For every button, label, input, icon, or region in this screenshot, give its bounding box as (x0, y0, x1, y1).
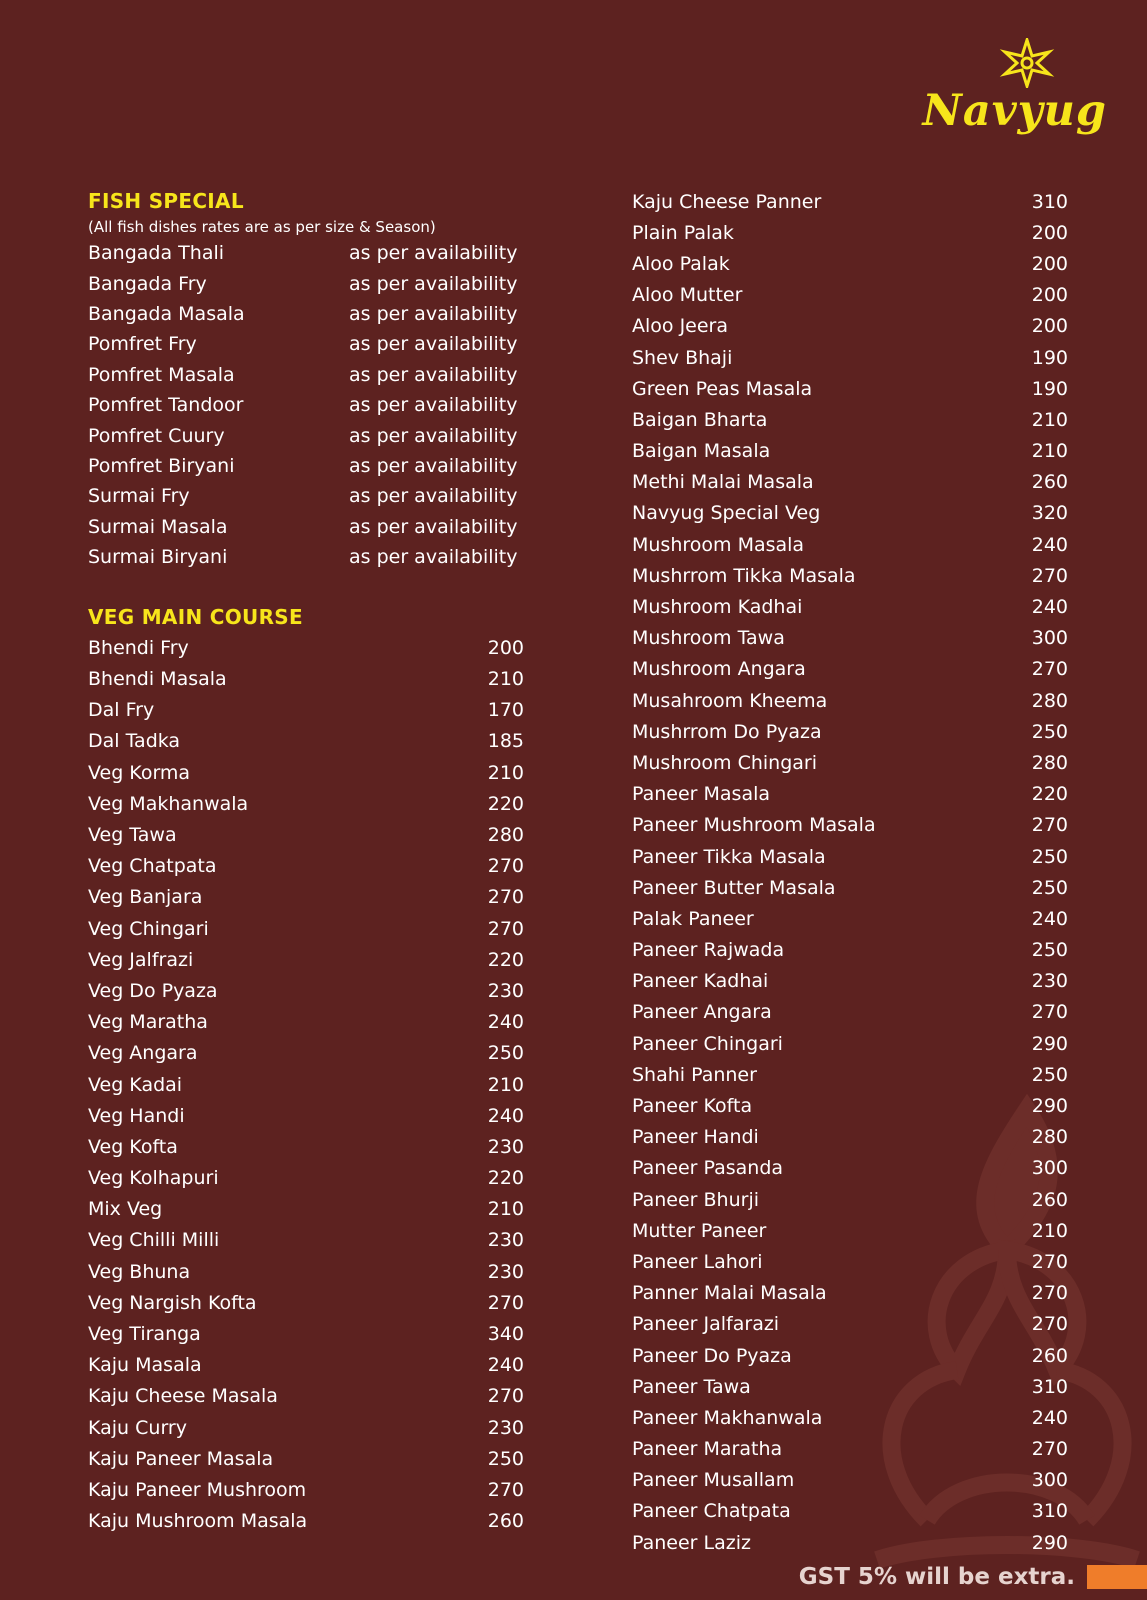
item-name: Pomfret Masala (88, 363, 235, 386)
item-name: Paneer Maratha (632, 1438, 783, 1461)
item-price: 250 (1031, 939, 1068, 962)
item-price: 170 (487, 699, 524, 722)
list-item (88, 1318, 524, 1349)
item-price: 210 (487, 1198, 524, 1221)
item-name: Paneer Mushroom Masala (632, 814, 876, 837)
item-name: Paneer Jalfarazi (632, 1313, 780, 1336)
list-item (88, 882, 524, 913)
item-price: 230 (487, 1135, 524, 1158)
item-price: 270 (487, 1385, 524, 1408)
item-name: Bhendi Fry (88, 636, 189, 659)
item-price: as per availability (349, 454, 518, 477)
list-item (88, 1256, 524, 1287)
item-price: 270 (487, 1478, 524, 1501)
item-price: 230 (487, 1416, 524, 1439)
list-item (88, 819, 524, 850)
item-name: Pomfret Biryani (88, 454, 235, 477)
item-name: Veg Chatpata (88, 855, 217, 878)
item-name: Aloo Palak (632, 252, 730, 275)
item-price: 220 (487, 948, 524, 971)
item-price: 230 (1031, 970, 1068, 993)
section-spacer (88, 572, 524, 602)
item-price: 240 (487, 1104, 524, 1127)
item-name: Paneer Pasanda (632, 1157, 784, 1180)
item-name: Paneer Rajwada (632, 939, 785, 962)
item-price: as per availability (349, 272, 518, 295)
list-item (88, 1069, 524, 1100)
section-title-fish-special: FISH SPECIAL (88, 189, 244, 213)
item-price: as per availability (349, 363, 518, 386)
item-price: 310 (1031, 1500, 1068, 1523)
item-name: Paneer Kofta (632, 1095, 753, 1118)
item-price: 300 (1031, 1157, 1068, 1180)
list-item (88, 390, 524, 420)
list-item (632, 654, 1068, 685)
list-item (88, 663, 524, 694)
item-price: 310 (1031, 1375, 1068, 1398)
item-name: Veg Kofta (88, 1135, 178, 1158)
list-item (632, 716, 1068, 747)
list-item (632, 903, 1068, 934)
item-name: Baigan Bharta (632, 408, 768, 431)
list-item (632, 779, 1068, 810)
item-price: 250 (487, 1042, 524, 1065)
item-price: 290 (1031, 1032, 1068, 1055)
item-price: 200 (1031, 315, 1068, 338)
list-item (88, 726, 524, 757)
item-price: 230 (487, 1229, 524, 1252)
list-item (632, 1434, 1068, 1465)
list-item (632, 747, 1068, 778)
item-price: 200 (1031, 221, 1068, 244)
item-name: Surmai Masala (88, 515, 228, 538)
item-name: Paneer Tikka Masala (632, 845, 826, 868)
list-item (88, 268, 524, 298)
item-name: Veg Maratha (88, 1011, 208, 1034)
item-price: 200 (487, 636, 524, 659)
brand-logo (917, 38, 1107, 136)
fish-special-note: (All fish dishes rates are as per size & Season) (88, 218, 436, 236)
list-item (88, 788, 524, 819)
item-price: 190 (1031, 346, 1068, 369)
list-item (632, 436, 1068, 467)
list-item (88, 1131, 524, 1162)
item-price: 240 (1031, 1406, 1068, 1429)
left-column (88, 186, 524, 1537)
item-name: Surmai Biryani (88, 546, 228, 569)
item-name: Paneer Masala (632, 783, 771, 806)
item-price: 220 (487, 1167, 524, 1190)
item-price: 260 (487, 1510, 524, 1533)
item-price: 185 (487, 730, 524, 753)
footer (799, 1564, 1147, 1590)
item-price: 240 (1031, 596, 1068, 619)
item-name: Veg Angara (88, 1042, 198, 1065)
item-price: 210 (1031, 440, 1068, 463)
list-item (632, 342, 1068, 373)
list-item (88, 757, 524, 788)
item-name: Mushrrom Do Pyaza (632, 720, 822, 743)
list-item (632, 1246, 1068, 1277)
item-price: 280 (1031, 689, 1068, 712)
item-name: Paneer Do Pyaza (632, 1344, 792, 1367)
item-price: 270 (1031, 564, 1068, 587)
list-item (88, 1225, 524, 1256)
list-item (632, 1215, 1068, 1246)
list-item (632, 1402, 1068, 1433)
item-name: Veg Chingari (88, 917, 209, 940)
list-item (632, 1527, 1068, 1558)
list-item (632, 248, 1068, 279)
item-name: Methi Malai Masala (632, 471, 814, 494)
item-name: Veg Chilli Milli (88, 1229, 220, 1252)
item-name: Veg Korma (88, 761, 191, 784)
item-price: 190 (1031, 377, 1068, 400)
item-name: Mushrrom Tikka Masala (632, 564, 856, 587)
item-price: 250 (1031, 1063, 1068, 1086)
item-name: Paneer Butter Masala (632, 876, 836, 899)
item-price: 270 (1031, 1282, 1068, 1305)
item-name: Pomfret Fry (88, 333, 197, 356)
item-price: 310 (1031, 190, 1068, 213)
item-name: Shahi Panner (632, 1063, 757, 1086)
list-item (632, 1153, 1068, 1184)
list-item (632, 498, 1068, 529)
list-item (88, 542, 524, 572)
item-price: 270 (1031, 1438, 1068, 1461)
list-item (88, 1506, 524, 1537)
list-item (88, 1350, 524, 1381)
item-name: Dal Fry (88, 699, 155, 722)
item-name: Bangada Thali (88, 242, 225, 265)
star-ornament-icon (999, 38, 1055, 88)
list-item (632, 373, 1068, 404)
item-price: 210 (1031, 408, 1068, 431)
list-item (632, 1090, 1068, 1121)
item-price: 270 (487, 1291, 524, 1314)
item-name: Kaju Cheese Panner (632, 190, 822, 213)
gst-note: GST 5% will be extra. (798, 1564, 1075, 1590)
list-item (88, 851, 524, 882)
item-name: Paneer Laziz (632, 1531, 751, 1554)
list-item (88, 299, 524, 329)
item-name: Bhendi Masala (88, 668, 227, 691)
item-name: Paneer Chatpata (632, 1500, 791, 1523)
item-price: 270 (487, 886, 524, 909)
list-item (88, 329, 524, 359)
item-name: Paneer Tawa (632, 1375, 751, 1398)
orange-accent-bar (1087, 1565, 1147, 1589)
list-item (88, 1007, 524, 1038)
list-item (632, 186, 1068, 217)
item-name: Kaju Cheese Masala (88, 1385, 278, 1408)
list-item (88, 420, 524, 450)
item-name: Bangada Masala (88, 302, 245, 325)
item-price: 300 (1031, 627, 1068, 650)
item-name: Baigan Masala (632, 440, 771, 463)
list-item (88, 1100, 524, 1131)
list-item (632, 1371, 1068, 1402)
list-item (632, 935, 1068, 966)
item-price: 250 (1031, 845, 1068, 868)
item-price: 270 (1031, 658, 1068, 681)
list-item (88, 975, 524, 1006)
item-name: Musahroom Kheema (632, 689, 828, 712)
item-price: 300 (1031, 1469, 1068, 1492)
list-item (88, 632, 524, 663)
item-name: Kaju Paneer Masala (88, 1447, 274, 1470)
item-name: Veg Kadai (88, 1073, 183, 1096)
section-title-veg-main-course: VEG MAIN COURSE (88, 605, 303, 630)
item-price: 210 (487, 1073, 524, 1096)
list-item (632, 810, 1068, 841)
list-item (632, 560, 1068, 591)
item-price: as per availability (349, 546, 518, 569)
list-item (632, 1184, 1068, 1215)
item-name: Palak Paneer (632, 907, 754, 930)
list-item (632, 280, 1068, 311)
item-name: Paneer Kadhai (632, 970, 769, 993)
item-name: Kaju Mushroom Masala (88, 1510, 308, 1533)
item-price: 200 (1031, 284, 1068, 307)
item-price: as per availability (349, 515, 518, 538)
list-item (88, 1474, 524, 1505)
item-price: 270 (1031, 814, 1068, 837)
item-price: 270 (487, 917, 524, 940)
item-name: Paneer Angara (632, 1001, 772, 1024)
list-item (632, 529, 1068, 560)
item-name: Green Peas Masala (632, 377, 813, 400)
item-name: Paneer Musallam (632, 1469, 795, 1492)
item-price: 250 (487, 1447, 524, 1470)
list-item (632, 1309, 1068, 1340)
item-price: 280 (487, 824, 524, 847)
item-name: Aloo Jeera (632, 315, 729, 338)
item-price: as per availability (349, 485, 518, 508)
item-name: Veg Tawa (88, 824, 177, 847)
item-price: 250 (1031, 876, 1068, 899)
item-name: Veg Jalfrazi (88, 948, 194, 971)
list-item (632, 1496, 1068, 1527)
item-price: as per availability (349, 242, 518, 265)
item-price: 250 (1031, 720, 1068, 743)
list-item (88, 451, 524, 481)
item-price: 230 (487, 979, 524, 1002)
item-name: Veg Banjara (88, 886, 203, 909)
item-price: 240 (1031, 907, 1068, 930)
list-item (88, 944, 524, 975)
item-price: 280 (1031, 751, 1068, 774)
item-price: 260 (1031, 1344, 1068, 1367)
list-item (632, 404, 1068, 435)
list-item (88, 1443, 524, 1474)
item-name: Veg Tiranga (88, 1323, 201, 1346)
item-name: Kaju Curry (88, 1416, 187, 1439)
item-price: 200 (1031, 252, 1068, 275)
right-column (632, 186, 1068, 1558)
item-name: Paneer Handi (632, 1126, 759, 1149)
item-price: 290 (1031, 1095, 1068, 1118)
item-price: 220 (487, 792, 524, 815)
item-name: Pomfret Tandoor (88, 394, 244, 417)
item-name: Mushroom Masala (632, 533, 805, 556)
item-name: Kaju Masala (88, 1354, 202, 1377)
item-name: Panner Malai Masala (632, 1282, 827, 1305)
item-name: Navyug Special Veg (632, 502, 821, 525)
list-item (88, 695, 524, 726)
item-price: 320 (1031, 502, 1068, 525)
list-item (88, 1038, 524, 1069)
veg-main-course-list (88, 632, 524, 1536)
item-name: Mushroom Kadhai (632, 596, 803, 619)
list-item (632, 1122, 1068, 1153)
item-name: Veg Do Pyaza (88, 979, 218, 1002)
list-item (88, 238, 524, 268)
item-price: 260 (1031, 471, 1068, 494)
item-price: 210 (487, 668, 524, 691)
item-name: Mutter Paneer (632, 1219, 767, 1242)
item-name: Veg Bhuna (88, 1260, 191, 1283)
item-name: Aloo Mutter (632, 284, 743, 307)
item-name: Paneer Lahori (632, 1250, 763, 1273)
item-name: Veg Makhanwala (88, 792, 249, 815)
item-name: Surmai Fry (88, 485, 190, 508)
item-price: 270 (1031, 1313, 1068, 1336)
list-item (88, 1194, 524, 1225)
list-item (88, 512, 524, 542)
list-item (632, 1340, 1068, 1371)
list-item (632, 311, 1068, 342)
list-item (632, 1059, 1068, 1090)
item-name: Mushroom Tawa (632, 627, 785, 650)
item-name: Pomfret Cuury (88, 424, 225, 447)
list-item (88, 1412, 524, 1443)
list-item (88, 1162, 524, 1193)
item-name: Veg Handi (88, 1104, 185, 1127)
item-price: 290 (1031, 1531, 1068, 1554)
item-price: 240 (487, 1011, 524, 1034)
item-price: as per availability (349, 394, 518, 417)
list-item (88, 360, 524, 390)
brand-name: Navyug (922, 86, 1107, 136)
item-name: Veg Nargish Kofta (88, 1291, 257, 1314)
item-price: 270 (487, 855, 524, 878)
list-item (632, 685, 1068, 716)
item-price: as per availability (349, 333, 518, 356)
item-name: Dal Tadka (88, 730, 181, 753)
item-price: 240 (487, 1354, 524, 1377)
item-name: Bangada Fry (88, 272, 207, 295)
item-price: 230 (487, 1260, 524, 1283)
list-item (88, 913, 524, 944)
list-item (632, 467, 1068, 498)
item-price: 220 (1031, 783, 1068, 806)
list-item (632, 1465, 1068, 1496)
list-item (632, 966, 1068, 997)
list-item (632, 872, 1068, 903)
list-item (88, 481, 524, 511)
list-item (632, 591, 1068, 622)
item-price: 210 (487, 761, 524, 784)
item-price: 210 (1031, 1219, 1068, 1242)
fish-special-list (88, 238, 524, 572)
item-name: Mushroom Chingari (632, 751, 817, 774)
list-item (632, 841, 1068, 872)
item-name: Mix Veg (88, 1198, 163, 1221)
item-name: Paneer Chingari (632, 1032, 783, 1055)
item-price: 280 (1031, 1126, 1068, 1149)
list-item (88, 1287, 524, 1318)
item-price: 260 (1031, 1188, 1068, 1211)
item-price: 240 (1031, 533, 1068, 556)
item-name: Veg Kolhapuri (88, 1167, 219, 1190)
list-item (632, 1278, 1068, 1309)
item-name: Mushroom Angara (632, 658, 806, 681)
list-item (632, 1028, 1068, 1059)
item-name: Shev Bhaji (632, 346, 733, 369)
item-name: Paneer Bhurji (632, 1188, 760, 1211)
list-item (88, 1381, 524, 1412)
item-name: Plain Palak (632, 221, 734, 244)
item-price: as per availability (349, 302, 518, 325)
item-name: Paneer Makhanwala (632, 1406, 823, 1429)
list-item (632, 623, 1068, 654)
item-name: Kaju Paneer Mushroom (88, 1478, 307, 1501)
item-price: 270 (1031, 1250, 1068, 1273)
item-price: as per availability (349, 424, 518, 447)
item-price: 270 (1031, 1001, 1068, 1024)
list-item (632, 997, 1068, 1028)
item-price: 340 (487, 1323, 524, 1346)
list-item (632, 217, 1068, 248)
